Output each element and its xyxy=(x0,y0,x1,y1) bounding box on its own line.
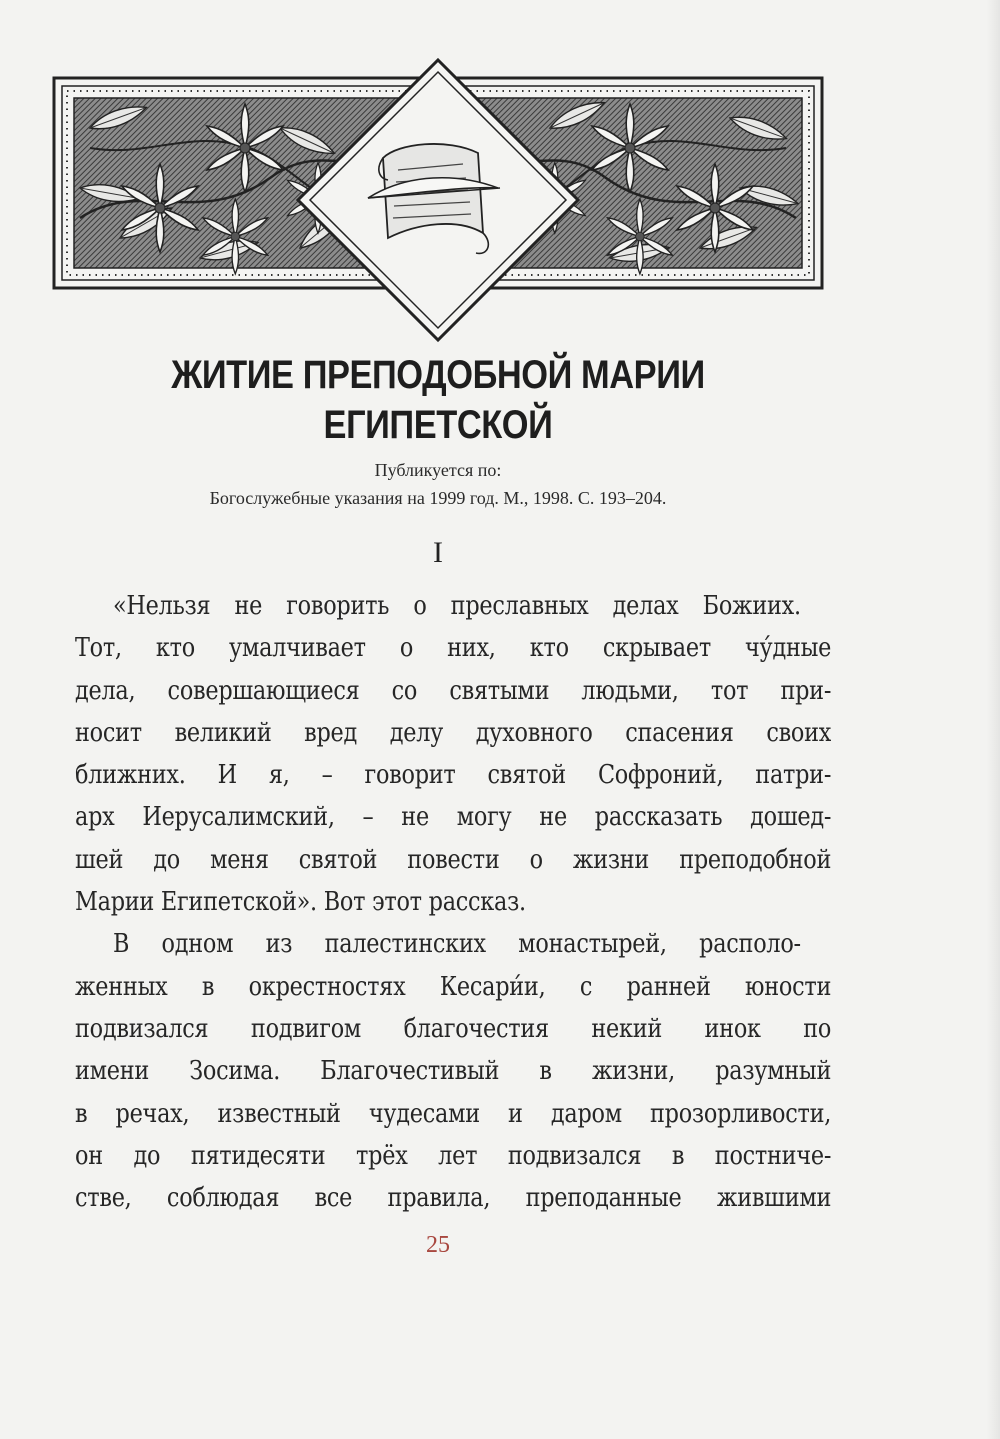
text-line: стве, соблюдая все правила, преподанные жившими xyxy=(75,1183,831,1214)
page-title xyxy=(113,350,763,450)
text-line: он до пятидесяти трёх лет подвизался в постниче- xyxy=(75,1140,831,1171)
body-text xyxy=(75,585,831,1219)
page-edge-shadow xyxy=(986,0,1000,1439)
text-line: В одном из палестинских монастырей, располо- xyxy=(113,929,801,960)
paragraph-2 xyxy=(75,923,831,1219)
text-line: в речах, известный чудесами и даром прозорливости, xyxy=(75,1098,831,1129)
text-line: шей до меня святой повести о жизни преподобной xyxy=(75,844,831,875)
source-line-2: Богослужебные указания на 1999 год. М., 1998. С. 193–204. xyxy=(209,488,667,508)
text-line: арх Иерусалимский, – не могу не рассказать дошед- xyxy=(75,802,831,833)
text-line: Марии Египетской». Вот этот рассказ. xyxy=(75,887,526,918)
text-line: женных в окрестностях Кесари́и, с ранней юности xyxy=(75,971,831,1002)
text-line: имени Зосима. Благочестивый в жизни, разумный xyxy=(75,1056,831,1087)
paragraph-1 xyxy=(75,585,831,923)
text-line: дела, совершающиеся со святыми людьми, тот при- xyxy=(75,675,831,706)
text-line: подвизался подвигом благочестия некий инок по xyxy=(75,1013,831,1044)
text-line: носит великий вред делу духовного спасения своих xyxy=(75,717,831,748)
source-line-1: Публикуется по: xyxy=(374,460,502,480)
title-line-2: ЕГИПЕТСКОЙ xyxy=(323,403,553,447)
text-line: Тот, кто умалчивает о них, кто скрывает чу́дные xyxy=(75,633,831,664)
lily-and-scroll-ornament-icon xyxy=(50,58,826,358)
text-line: «Нельзя не говорить о преславных делах Божиих. xyxy=(113,591,801,621)
page-number: 25 xyxy=(426,1232,450,1258)
title-line-1: ЖИТИЕ ПРЕПОДОБНОЙ МАРИИ xyxy=(171,353,705,397)
source-note xyxy=(60,456,816,512)
section-number: I xyxy=(433,536,443,569)
text-line: ближних. И я, – говорит святой Софроний, патри- xyxy=(75,760,831,791)
